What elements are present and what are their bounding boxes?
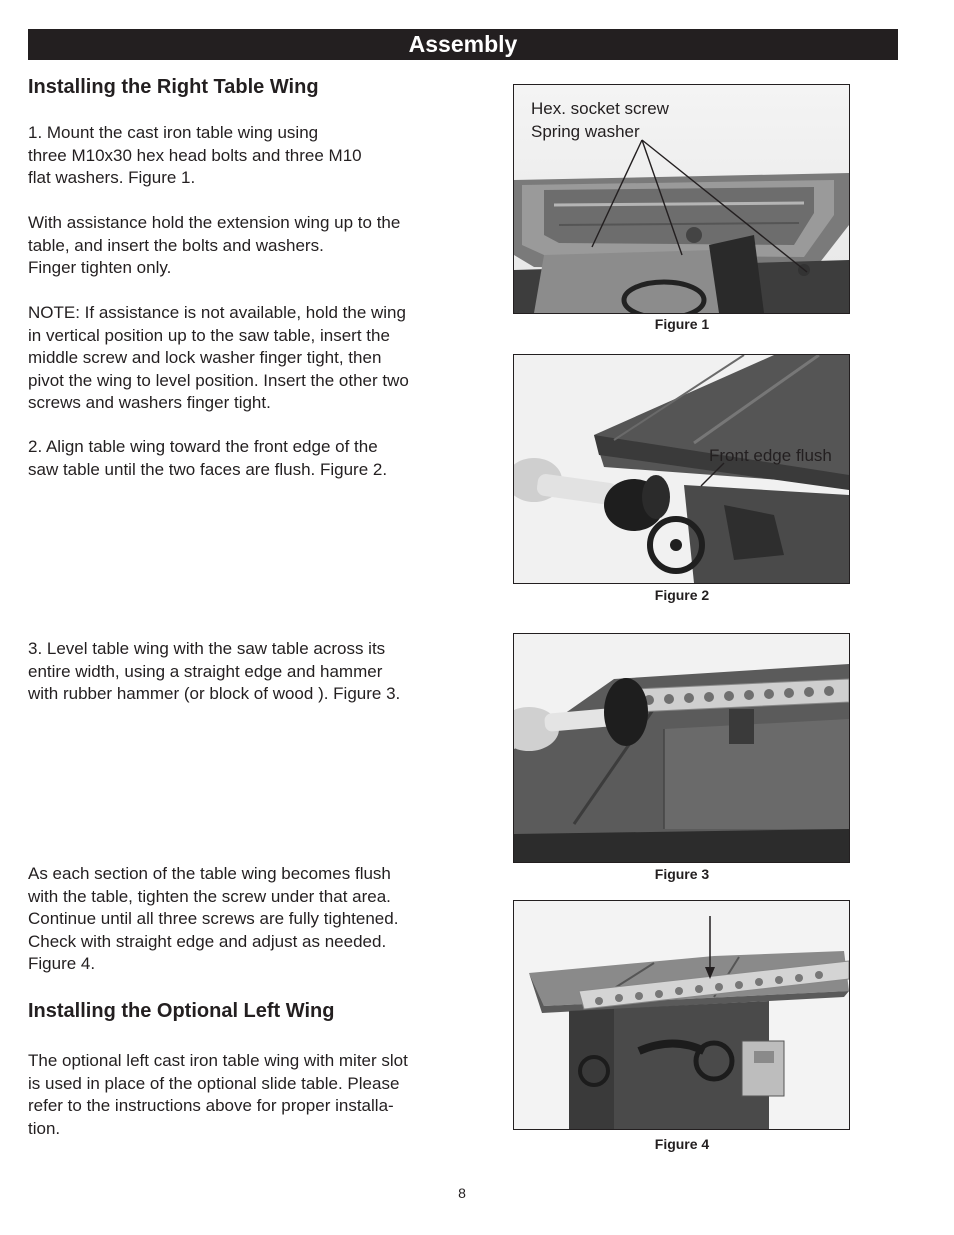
text-line: Finger tighten only. (28, 258, 172, 278)
text-line: with the table, tighten the screw under that area. (28, 886, 391, 906)
heading-left-wing: Installing the Optional Left Wing (28, 1000, 335, 1022)
text-line: screws and washers finger tight. (28, 393, 271, 413)
text-line: with rubber hammer (or block of wood ). Figure 3. (28, 684, 401, 704)
figure-4-photo (513, 900, 850, 1130)
figure-1-photo (513, 84, 850, 314)
text-line: middle screw and lock washer finger tight, then (28, 348, 382, 368)
figure-3-photo (513, 633, 850, 863)
text-line: Continue until all three screws are fully tightened. (28, 909, 399, 929)
text-line: 2. Align table wing toward the front edge of the (28, 437, 378, 456)
text-line: 3. Level table wing with the saw table across its (28, 639, 386, 658)
text-line: flat washers. Figure 1. (28, 168, 196, 188)
section-banner: Assembly (28, 29, 898, 60)
text-line: tion. (28, 1118, 61, 1138)
text-line: 1. Mount the cast iron table wing using (28, 123, 319, 142)
text-line: NOTE: If assistance is not available, hold the wing (28, 303, 406, 322)
figure-2-caption: Figure 2 (654, 587, 710, 603)
text-line: is used in place of the optional slide table. Please (28, 1073, 400, 1093)
text-line: refer to the instructions above for proper installa- (28, 1096, 394, 1116)
figure-4-caption: Figure 4 (654, 1136, 710, 1152)
text-line: As each section of the table wing becomes flush (28, 864, 391, 883)
paragraph-tighten (28, 863, 458, 976)
callout-hex-socket-screw: Hex. socket screw (531, 99, 669, 118)
text-line: in vertical position up to the saw table, insert the (28, 325, 390, 345)
text-line: With assistance hold the extension wing up to the (28, 213, 401, 232)
heading-right-wing: Installing the Right Table Wing (28, 76, 319, 98)
figure-3-caption: Figure 3 (654, 866, 710, 882)
paragraph-left-wing (28, 1050, 458, 1140)
text-line: entire width, using a straight edge and hammer (28, 661, 383, 681)
text-line: three M10x30 hex head bolts and three M10 (28, 145, 362, 165)
paragraph-step2 (28, 436, 458, 481)
paragraph-assistance (28, 212, 458, 280)
text-line: table, and insert the bolts and washers. (28, 235, 324, 255)
paragraph-step3 (28, 638, 458, 706)
callout-spring-washer: Spring washer (531, 122, 640, 141)
paragraph-step1 (28, 122, 458, 190)
callout-front-edge-flush: Front edge flush (709, 446, 832, 465)
text-line: pivot the wing to level position. Insert the other two (28, 370, 409, 390)
text-line: The optional left cast iron table wing with miter slot (28, 1051, 408, 1070)
figure-1-caption: Figure 1 (654, 316, 710, 332)
text-line: saw table until the two faces are flush. Figure 2. (28, 459, 388, 479)
figure-2-photo (513, 354, 850, 584)
text-line: Figure 4. (28, 954, 96, 974)
paragraph-note (28, 302, 458, 415)
page-number: 8 (458, 1185, 466, 1201)
text-line: Check with straight edge and adjust as needed. (28, 931, 387, 951)
